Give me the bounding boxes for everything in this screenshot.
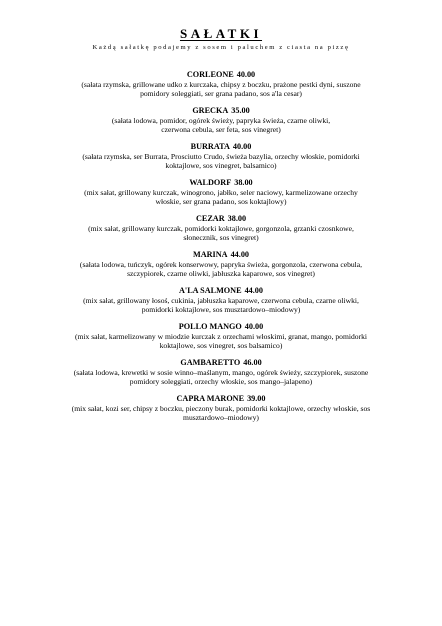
menu-item-capra-marone — [28, 394, 414, 423]
menu-item-marina — [28, 250, 414, 279]
item-description-line: koktajlowe, sos vinegret, sos balsamico) — [159, 341, 283, 351]
item-description-line: koktajlowe, sos vinegret, balsamico) — [165, 161, 277, 171]
menu-list — [28, 70, 414, 430]
item-description-line: (sałata rzymska, ser Burrata, Prosciutto Crudo, świeża bazylia, orzechy włoskie, pomidorki — [82, 152, 360, 161]
item-name-line — [28, 214, 414, 224]
menu-item-burrata — [28, 142, 414, 171]
item-description-line: (mix sałat, karmelizowany w miodzie kurczak z orzechami włoskimi, granat, mango, pomidorki — [74, 332, 368, 341]
item-name-line — [28, 358, 414, 368]
menu-title-text: SAŁATKI — [179, 26, 263, 41]
menu-item-cezar — [28, 214, 414, 243]
item-name: MARINA — [193, 250, 228, 259]
menu-item-corleone — [28, 70, 414, 99]
item-description-line: (mix sałat, grillowany łosoś, cukinia, jabłuszka kaparowe, czerwona cebula, czarne oliwki, — [83, 296, 359, 305]
item-description-line: musztardowo–miodowy) — [183, 413, 259, 423]
menu-item-waldorf — [28, 178, 414, 207]
item-description-line: (sałata rzymska, grillowane udko z kurczaka, chipsy z boczku, prażone pestki dyni, suszone — [81, 80, 361, 89]
item-price: 40.00 — [236, 70, 256, 79]
item-price: 46.00 — [243, 358, 262, 367]
item-name: GRECKA — [192, 106, 229, 115]
item-price: 35.00 — [231, 106, 250, 115]
item-price: 44.00 — [230, 250, 249, 259]
menu-subtitle: Każdą sałatkę podajemy z sosem i paluchem z ciasta na pizzę — [92, 44, 350, 51]
item-description-line: (mix sałat, kozi ser, chipsy z boczku, pieczony burak, pomidorki koktajlowe, orzechy włoskie, sos — [71, 404, 371, 413]
item-description-line: pomidory soleggiati, orzechy włoskie, sos mango–jalapeno) — [129, 377, 313, 387]
item-description-line: (sałata lodowa, krewetki w sosie winno–maślanym, mango, ogórek świeży, szczypiorek, suszone — [73, 368, 369, 377]
item-description-line: (mix sałat, grillowany kurczak, pomidorki koktajlowe, gorgonzola, grzanki czosnkowe, — [88, 224, 354, 233]
item-name-line — [28, 142, 414, 152]
menu-item-ala-salmone — [28, 286, 414, 315]
menu-title — [0, 27, 442, 41]
menu-item-pollo-mango — [28, 322, 414, 351]
item-description-line: (sałata lodowa, tuńczyk, ogórek konserwowy, papryka świeża, gorgonzola, czerwona cebula, — [79, 260, 363, 269]
item-name-line — [28, 394, 414, 404]
item-price: 44.00 — [244, 286, 263, 295]
item-description-line: (sałata lodowa, pomidor, ogórek świeży, papryka świeża, czarne oliwki, — [111, 116, 331, 125]
menu-item-gambaretto — [28, 358, 414, 387]
item-name-line — [28, 286, 414, 296]
item-description-line: pomidorki koktajlowe, sos musztardowo–miodowy) — [141, 305, 301, 315]
item-name: A'LA SALMONE — [179, 286, 242, 295]
item-price: 40.00 — [244, 322, 264, 331]
item-name: GAMBARETTO — [180, 358, 241, 367]
item-name: CORLEONE — [186, 70, 234, 79]
item-price: 40.00 — [232, 142, 252, 151]
item-description-line: czerwona cebula, ser feta, sos vinegret) — [161, 125, 281, 135]
item-description-line: włoskie, ser grana padano, sos koktajlowy) — [155, 197, 287, 207]
item-name: WALDORF — [189, 178, 232, 187]
item-description-line: szczypiorek, czarne oliwki, jabłuszka kaparowe, sos vinegret) — [127, 269, 315, 279]
item-price: 38.00 — [234, 178, 253, 187]
item-price: 38.00 — [227, 214, 247, 223]
item-description-line: słonecznik, sos vinegret) — [183, 233, 259, 243]
item-name: BURRATA — [190, 142, 230, 151]
item-name-line — [28, 106, 414, 116]
item-name-line — [28, 250, 414, 260]
item-price: 39.00 — [247, 394, 266, 403]
item-description-line: (mix sałat, grillowany kurczak, winogrono, jabłko, seler naciowy, karmelizowane orzechy — [84, 188, 358, 197]
item-name-line — [28, 70, 414, 80]
item-name-line — [28, 178, 414, 188]
item-name: CEZAR — [195, 214, 225, 223]
item-description-line: pomidory soleggiati, ser grana padano, sos a'la cesar) — [140, 89, 302, 99]
menu-item-grecka — [28, 106, 414, 135]
item-name: CAPRA MARONE — [176, 394, 245, 403]
item-name-line — [28, 322, 414, 332]
item-name: POLLO MANGO — [178, 322, 242, 331]
